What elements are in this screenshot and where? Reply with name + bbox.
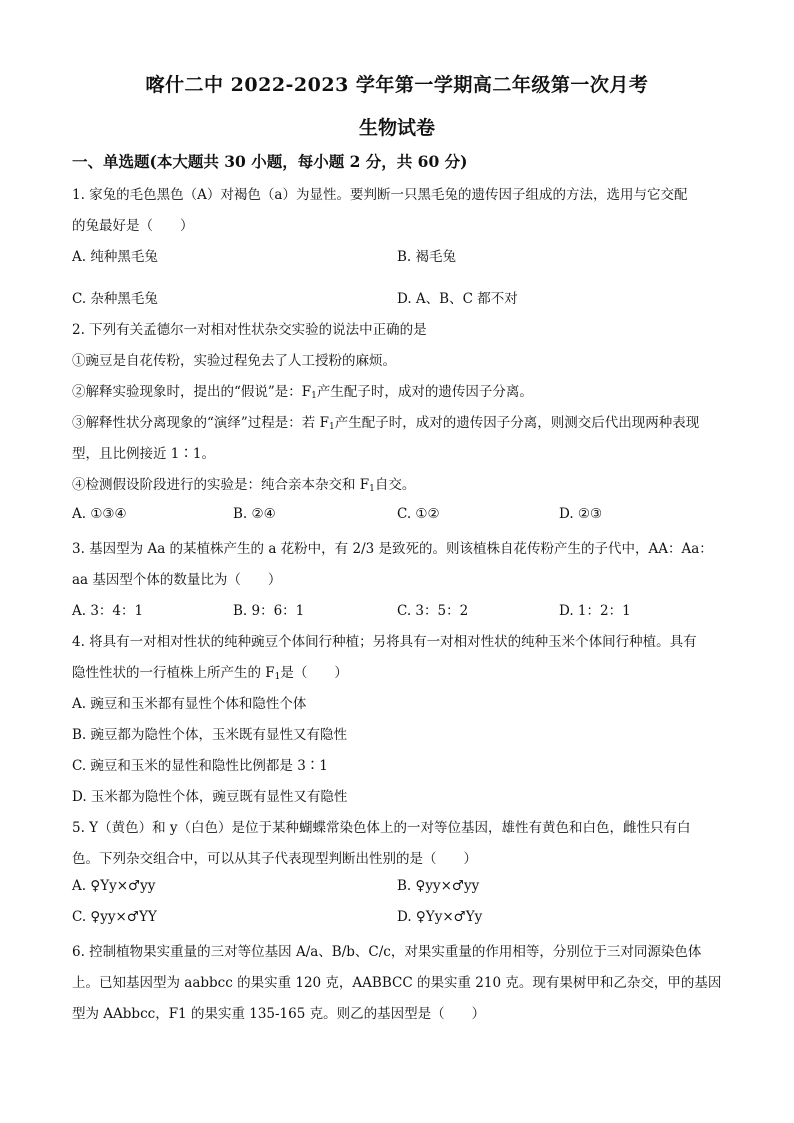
question-1-option-c: C. 杂种黑毛兔 (72, 291, 158, 307)
question-2-stem-line: ③解释性状分离现象的“演绎”过程是：若 $F_1$产生配子时，成对的遗传因子分离，则测交后代出现两种表现 (72, 415, 700, 432)
question-5-stem-line: 色。下列杂交组合中，可以从其子代表现型判断出性别的是（ ） (72, 851, 477, 867)
question-1-stem-line: 1. 家兔的毛色黑色（A）对褐色（a）为显性。要判断一只黑毛兔的遗传因子组成的方法，选用与它交配 (72, 187, 688, 203)
question-5-option-b: B. ♀yy×♂yy (397, 878, 480, 894)
question-2-stem-line: ②解释实验现象时，提出的“假说”是：$F_1$产生配子时，成对的遗传因子分离。 (72, 384, 533, 401)
question-4-stem-line: 4. 将具有一对相对性状的纯种豌豆个体间行种植；另将具有一对相对性状的纯种玉米个体间行种植。具有 (72, 634, 697, 650)
question-3-option-d: D. 1：2：1 (559, 603, 631, 619)
question-4-option-c: C. 豌豆和玉米的显性和隐性比例都是 3∶1 (72, 758, 328, 774)
question-2-stem-line: ④检测假设阶段进行的实验是：纯合亲本杂交和 $F_1$自交。 (72, 477, 416, 494)
exam-title: 喀什二中 2022-2023 学年第一学期高二年级第一次月考 (145, 74, 649, 96)
question-2-stem-line: ①豌豆是自花传粉，实验过程免去了人工授粉的麻烦。 (72, 353, 396, 369)
question-2-option-d: D. ②③ (559, 506, 603, 522)
question-5-option-d: D. ♀Yy×♂Yy (397, 909, 483, 925)
question-1-option-a: A. 纯种黑毛兔 (72, 249, 158, 265)
question-4-stem-line: 隐性性状的一行植株上所产生的 $F_1$是（ ） (72, 665, 348, 682)
question-3-option-c: C. 3：5：2 (397, 603, 469, 619)
question-2-option-a: A. ①③④ (72, 506, 127, 522)
question-3-stem-line: aa 基因型个体的数量比为（ ） (72, 572, 282, 588)
question-4-option-a: A. 豌豆和玉米都有显性个体和隐性个体 (72, 696, 307, 712)
question-6-stem-line: 上。已知基因型为 aabbcc 的果实重 120 克，AABBCC 的果实重 210 克。现有果树甲和乙杂交，甲的基因 (72, 975, 722, 991)
question-5-option-a: A. ♀Yy×♂yy (72, 878, 156, 894)
question-6-stem-line: 6. 控制植物果实重量的三对等位基因 A/a、B/b、C/c，对果实重量的作用相等，分别位于三对同源染色体 (72, 944, 702, 960)
question-2-stem-line: 2. 下列有关孟德尔一对相对性状杂交实验的说法中正确的是 (72, 322, 427, 338)
section-heading: 一、单选题(本大题共 30 小题，每小题 2 分，共 60 分) (72, 152, 468, 171)
question-2-option-b: B. ②④ (233, 506, 276, 522)
question-2-option-c: C. ①② (397, 506, 440, 522)
exam-subtitle: 生物试卷 (358, 117, 435, 139)
question-1-stem-line: 的兔最好是（ ） (72, 218, 194, 234)
question-5-stem-line: 5. Y（黄色）和 y（白色）是位于某种蝴蝶常染色体上的一对等位基因，雄性有黄色和白色，雌性只有白 (72, 820, 691, 836)
question-1-option-d: D. A、B、C 都不对 (397, 291, 518, 307)
question-6-stem-line: 型为 AAbbcc，F1 的果实重 135-165 克。则乙的基因型是（ ） (72, 1006, 486, 1022)
question-2-stem-line: 型，且比例接近 1∶1。 (72, 446, 215, 462)
question-4-option-d: D. 玉米都为隐性个体，豌豆既有显性又有隐性 (72, 789, 348, 805)
question-3-stem-line: 3. 基因型为 Aa 的某植株产生的 a 花粉中，有 2/3 是致死的。则该植株自花传粉产生的子代中，AA：Aa： (72, 541, 713, 557)
question-5-option-c: C. ♀yy×♂YY (72, 909, 157, 925)
question-3-option-b: B. 9：6：1 (233, 603, 305, 619)
question-3-option-a: A. 3：4：1 (72, 603, 144, 619)
question-4-option-b: B. 豌豆都为隐性个体，玉米既有显性又有隐性 (72, 727, 348, 743)
question-1-option-b: B. 褐毛兔 (397, 249, 457, 265)
